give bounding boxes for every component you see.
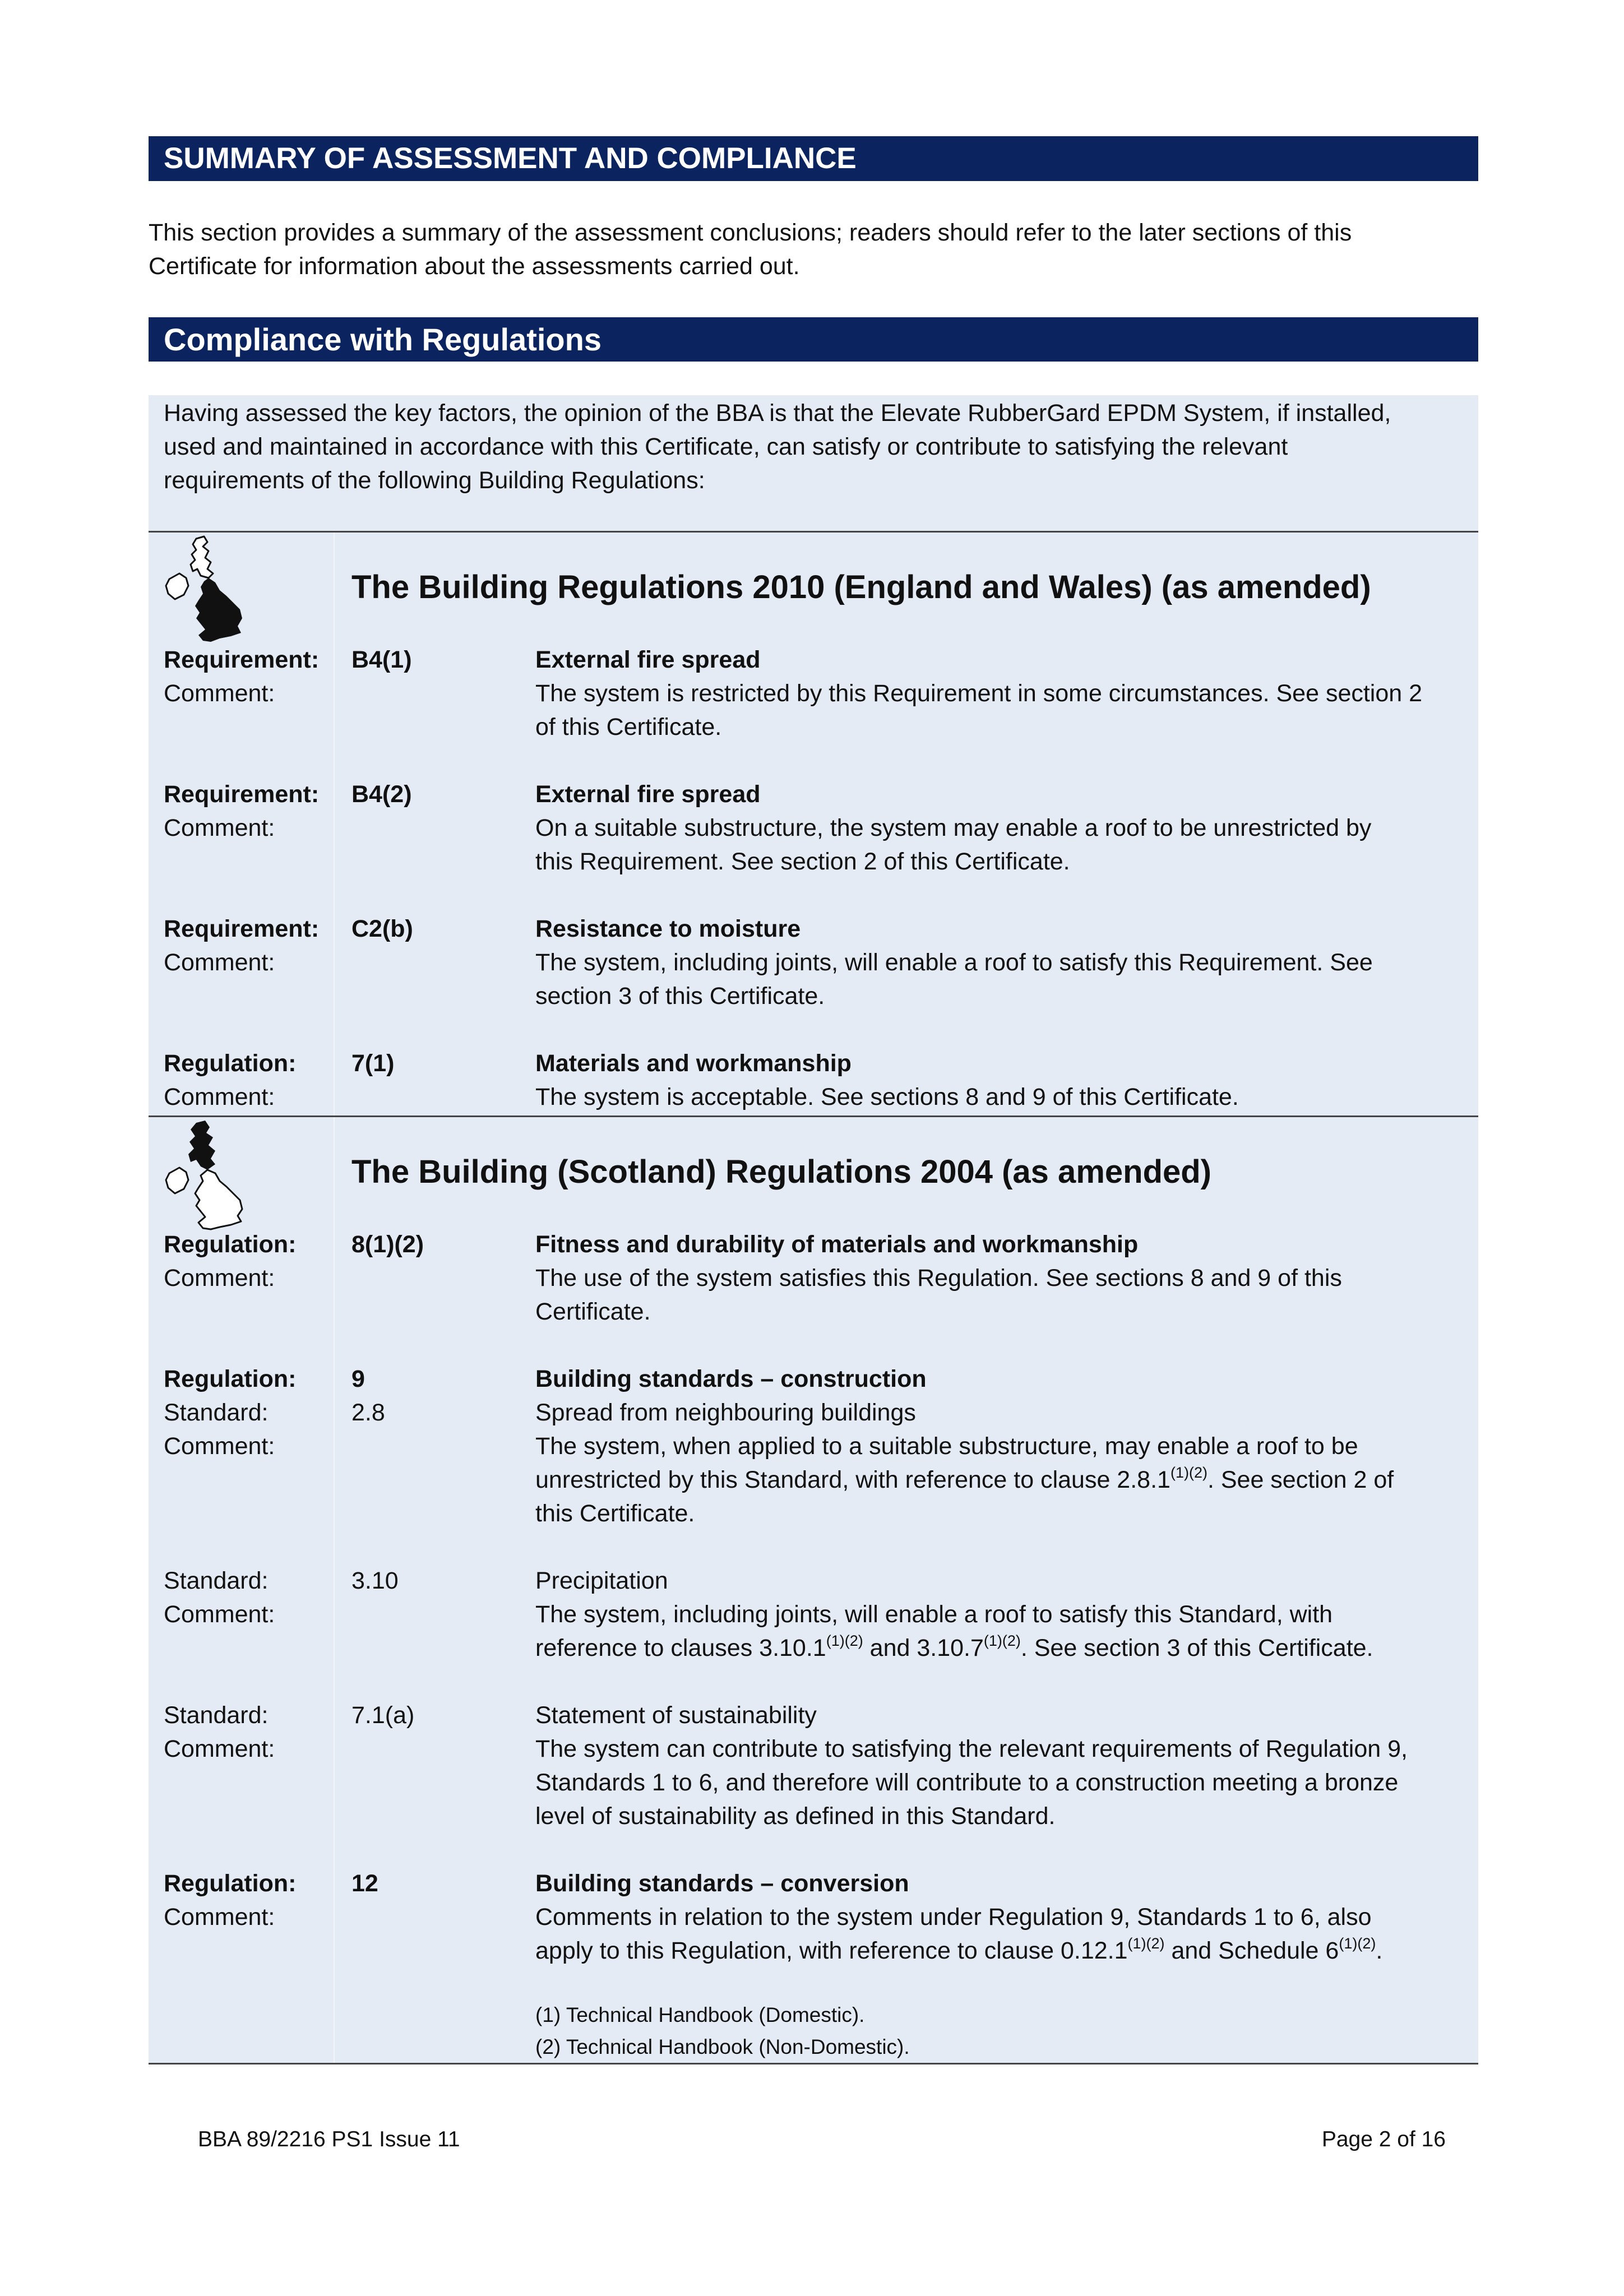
standard-label: Standard:: [164, 1399, 269, 1426]
requirement-code: B4(2): [351, 781, 412, 808]
intro-line: Certificate for information about the assessments carried out.: [149, 253, 800, 280]
footer-page-number: Page 2 of 16: [1321, 2127, 1446, 2151]
footnote-ref: (1)(2): [1127, 1935, 1165, 1952]
row-label: Regulation:: [164, 1870, 297, 1897]
standard-label: Standard:: [164, 1567, 269, 1594]
intro-line: requirements of the following Building Regulations:: [164, 467, 705, 494]
regulation-code: 7(1): [351, 1050, 395, 1077]
row-label: Regulation:: [164, 1050, 297, 1077]
regulation-name: Materials and workmanship: [535, 1050, 852, 1077]
comment-text: Certificate.: [535, 1298, 651, 1325]
standard-name: Statement of sustainability: [535, 1702, 817, 1729]
row-label: Regulation:: [164, 1365, 297, 1392]
regulation-name: Building standards – conversion: [535, 1870, 909, 1897]
regulation-code: 9: [351, 1365, 365, 1392]
comment-label: Comment:: [164, 1265, 275, 1292]
comment-text: section 3 of this Certificate.: [535, 983, 825, 1010]
footer-document-ref: BBA 89/2216 PS1 Issue 11: [198, 2127, 460, 2151]
section-heading-summary: SUMMARY OF ASSESSMENT AND COMPLIANCE: [149, 136, 1478, 181]
comment-segment: . See section 2 of: [1207, 1466, 1394, 1493]
comment-text: The system is restricted by this Requirement in some circumstances. See section 2: [535, 680, 1423, 707]
comment-text: On a suitable substructure, the system may enable a roof to be unrestricted by: [535, 814, 1372, 841]
comment-text: [535, 1934, 1470, 1968]
comment-segment: and 3.10.7: [863, 1635, 984, 1661]
footnote-ref: (1)(2): [1339, 1935, 1376, 1952]
footnotes: [535, 1999, 910, 2063]
section-heading-compliance: Compliance with Regulations: [149, 317, 1478, 362]
regulation-name: Building standards – construction: [535, 1365, 927, 1392]
comment-text: [535, 1631, 1470, 1665]
intro-line: used and maintained in accordance with this Certificate, can satisfy or contribute to satisfying the relevant: [164, 433, 1288, 460]
comment-segment: . See section 3 of this Certificate.: [1020, 1635, 1373, 1661]
compliance-intro-text: [164, 395, 1453, 497]
intro-line: Having assessed the key factors, the opinion of the BBA is that the Elevate RubberGard EPDM System, if installed,: [164, 400, 1391, 427]
standard-name: Spread from neighbouring buildings: [535, 1399, 916, 1426]
comment-segment: apply to this Regulation, with reference to clause 0.12.1: [535, 1937, 1128, 1964]
footnote-ref: (1)(2): [983, 1632, 1021, 1649]
comment-text: Standards 1 to 6, and therefore will contribute to a construction meeting a bronze: [535, 1769, 1399, 1796]
standard-label: Standard:: [164, 1702, 269, 1729]
intro-paragraph: [149, 216, 1478, 283]
comment-text: The system, when applied to a suitable substructure, may enable a roof to be: [535, 1433, 1358, 1460]
requirement-code: C2(b): [351, 915, 413, 942]
comment-label: Comment:: [164, 1601, 275, 1628]
row-label: Requirement:: [164, 781, 320, 808]
footnote-ref: (1)(2): [826, 1632, 863, 1649]
comment-text: The system, including joints, will enable a roof to satisfy this Requirement. See: [535, 949, 1373, 976]
regulation-code: 8(1)(2): [351, 1231, 424, 1258]
comment-text: this Certificate.: [535, 1500, 695, 1527]
row-label: Regulation:: [164, 1231, 297, 1258]
comment-segment: reference to clauses 3.10.1: [535, 1635, 826, 1661]
comment-label: Comment:: [164, 949, 275, 976]
comment-segment: unrestricted by this Standard, with reference to clause 2.8.1: [535, 1466, 1170, 1493]
comment-text: level of sustainability as defined in this Standard.: [535, 1803, 1056, 1830]
comment-text: of this Certificate.: [535, 714, 722, 740]
comment-segment: and Schedule 6: [1164, 1937, 1339, 1964]
comment-text: Comments in relation to the system under Regulation 9, Standards 1 to 6, also: [535, 1904, 1372, 1931]
standard-code: 2.8: [351, 1399, 385, 1426]
comment-text: The system can contribute to satisfying the relevant requirements of Regulation 9,: [535, 1735, 1408, 1762]
comment-text: The system, including joints, will enable a roof to satisfy this Standard, with: [535, 1601, 1333, 1628]
england-wales-panel: [149, 531, 1478, 1115]
comment-text: The use of the system satisfies this Regulation. See sections 8 and 9 of this: [535, 1265, 1342, 1292]
comment-label: Comment:: [164, 680, 275, 707]
footnote: (1) Technical Handbook (Domestic).: [535, 2003, 865, 2026]
comment-label: Comment:: [164, 1904, 275, 1931]
uk-map-england-wales-icon: [164, 534, 248, 646]
row-label: Requirement:: [164, 915, 320, 942]
regulation-code: 12: [351, 1870, 378, 1897]
standard-name: Precipitation: [535, 1567, 668, 1594]
requirement-code: B4(1): [351, 646, 412, 673]
uk-map-scotland-icon: [164, 1119, 248, 1232]
standard-code: 7.1(a): [351, 1702, 415, 1729]
regulation-title-scotland: The Building (Scotland) Regulations 2004 (as amended): [351, 1154, 1211, 1190]
comment-label: Comment:: [164, 814, 275, 841]
regulation-title-england-wales: The Building Regulations 2010 (England and Wales) (as amended): [351, 569, 1371, 605]
scotland-panel: [149, 1115, 1478, 2064]
standard-code: 3.10: [351, 1567, 399, 1594]
comment-label: Comment:: [164, 1433, 275, 1460]
row-label: Requirement:: [164, 646, 320, 673]
comment-label: Comment:: [164, 1735, 275, 1762]
comment-segment: .: [1376, 1937, 1383, 1964]
requirement-name: External fire spread: [535, 646, 761, 673]
compliance-intro-panel: [149, 395, 1478, 531]
comment-label: Comment:: [164, 1084, 275, 1110]
comment-text: this Requirement. See section 2 of this Certificate.: [535, 848, 1070, 875]
intro-line: This section provides a summary of the assessment conclusions; readers should refer to the later sections of this: [149, 219, 1352, 246]
footnote: (2) Technical Handbook (Non-Domestic).: [535, 2035, 910, 2058]
comment-text: [535, 1463, 1470, 1497]
regulation-name: Fitness and durability of materials and workmanship: [535, 1231, 1139, 1258]
requirement-name: Resistance to moisture: [535, 915, 801, 942]
comment-text: The system is acceptable. See sections 8 and 9 of this Certificate.: [535, 1084, 1239, 1110]
requirement-name: External fire spread: [535, 781, 761, 808]
footnote-ref: (1)(2): [1170, 1464, 1207, 1481]
